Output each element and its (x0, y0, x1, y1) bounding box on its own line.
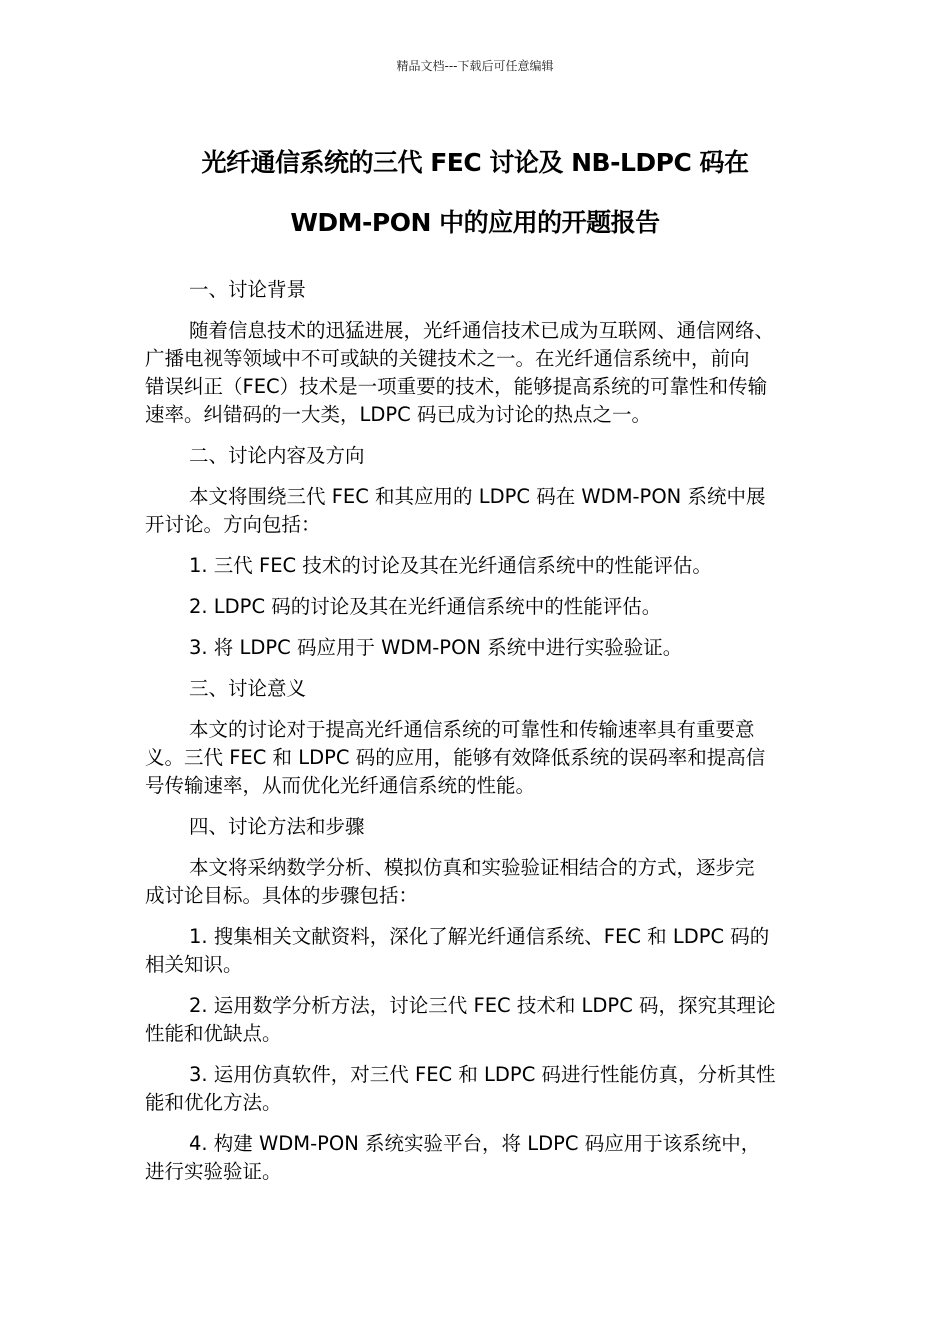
text-line: 本文将采纳数学分析、模拟仿真和实验验证相结合的方式，逐步完 (189, 856, 755, 879)
list-item-step-4 (145, 1130, 807, 1186)
list-item-step-1 (145, 923, 807, 979)
paragraph-content-intro (145, 483, 807, 539)
title-line-2: WDM-PON 中的应用的开题报告 (290, 208, 660, 237)
text-line: 性能和优缺点。 (145, 1022, 282, 1045)
document-title (145, 133, 805, 253)
list-item-direction-3: 3. 将 LDPC 码应用于 WDM-PON 系统中进行实验验证。 (189, 636, 683, 659)
text-line: 本文的讨论对于提高光纤通信系统的可靠性和传输速率具有重要意 (189, 718, 755, 741)
paragraph-significance (145, 716, 807, 800)
text-line: 号传输速率，从而优化光纤通信系统的性能。 (145, 774, 536, 797)
text-line: 成讨论目标。具体的步骤包括： (145, 884, 419, 907)
text-line: 错误纠正（FEC）技术是一项重要的技术，能够提高系统的可靠性和传输 (145, 375, 768, 398)
section-heading-methods: 四、讨论方法和步骤 (189, 815, 365, 838)
list-item-step-3 (145, 1061, 807, 1117)
text-line: 广播电视等领域中不可或缺的关键技术之一。在光纤通信系统中，前向 (145, 347, 750, 370)
paragraph-background (145, 317, 807, 429)
header-note: 精品文档---下载后可任意编辑 (396, 59, 554, 73)
list-item-direction-1: 1. 三代 FEC 技术的讨论及其在光纤通信系统中的性能评估。 (189, 554, 712, 577)
section-heading-background: 一、讨论背景 (189, 278, 307, 301)
text-line: 随着信息技术的迅猛进展，光纤通信技术已成为互联网、通信网络、 (189, 319, 775, 342)
text-line: 速率。纠错码的一大类，LDPC 码已成为讨论的热点之一。 (145, 403, 651, 426)
text-line: 4. 构建 WDM-PON 系统实验平台，将 LDPC 码应用于该系统中， (189, 1132, 761, 1155)
text-line: 3. 运用仿真软件，对三代 FEC 和 LDPC 码进行性能仿真，分析其性 (189, 1063, 776, 1086)
section-heading-content: 二、讨论内容及方向 (189, 444, 365, 467)
list-item-direction-2: 2. LDPC 码的讨论及其在光纤通信系统中的性能评估。 (189, 595, 662, 618)
section-heading-significance: 三、讨论意义 (189, 677, 307, 700)
text-line: 2. 运用数学分析方法，讨论三代 FEC 技术和 LDPC 码，探究其理论 (189, 994, 776, 1017)
text-line: 1. 搜集相关文献资料，深化了解光纤通信系统、FEC 和 LDPC 码的 (189, 925, 770, 948)
text-line: 本文将围绕三代 FEC 和其应用的 LDPC 码在 WDM-PON 系统中展 (189, 485, 766, 508)
text-line: 能和优化方法。 (145, 1091, 282, 1114)
text-line: 义。三代 FEC 和 LDPC 码的应用，能够有效降低系统的误码率和提高信 (145, 746, 766, 769)
text-line: 开讨论。方向包括： (145, 513, 321, 536)
document-body (145, 276, 807, 1199)
text-line: 相关知识。 (145, 953, 243, 976)
text-line: 进行实验验证。 (145, 1160, 282, 1183)
list-item-step-2 (145, 992, 807, 1048)
title-line-1: 光纤通信系统的三代 FEC 讨论及 NB-LDPC 码在 (201, 148, 749, 177)
paragraph-methods-intro (145, 854, 807, 910)
